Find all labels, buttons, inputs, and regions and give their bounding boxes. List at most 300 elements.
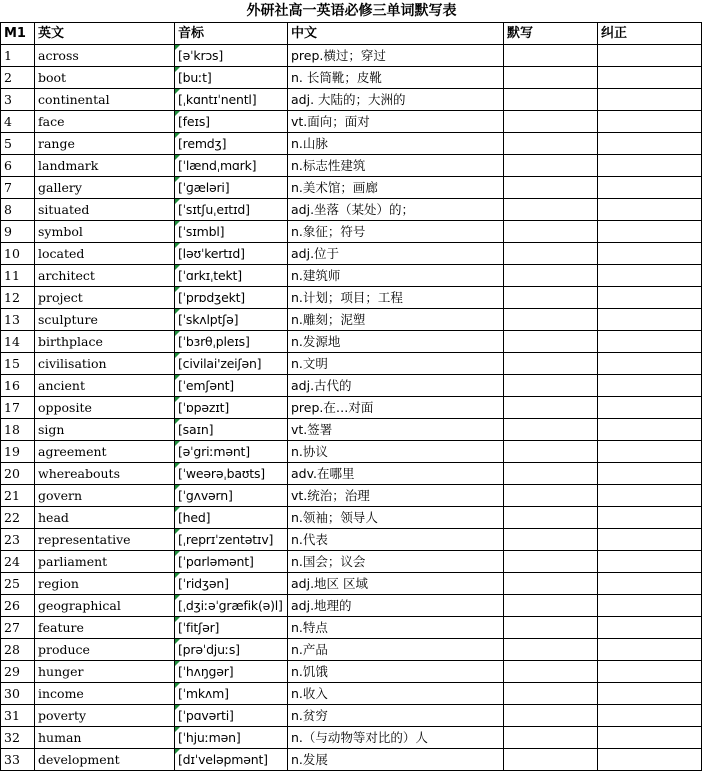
dictation-cell[interactable] bbox=[504, 309, 598, 331]
comment-marker-icon bbox=[175, 573, 180, 578]
phonetic-cell bbox=[175, 507, 288, 529]
table-row bbox=[1, 45, 702, 67]
chinese-meaning: n.国会；议会 bbox=[288, 551, 504, 573]
row-number: 3 bbox=[1, 89, 35, 111]
english-word: head bbox=[35, 507, 175, 529]
chinese-meaning: n.标志性建筑 bbox=[288, 155, 504, 177]
chinese-meaning: n.雕刻；泥塑 bbox=[288, 309, 504, 331]
chinese-meaning: n.美术馆；画廊 bbox=[288, 177, 504, 199]
phonetic-text: [ˈemʃənt] bbox=[178, 378, 234, 393]
comment-marker-icon bbox=[175, 661, 180, 666]
dictation-cell[interactable] bbox=[504, 595, 598, 617]
dictation-cell[interactable] bbox=[504, 243, 598, 265]
row-number: 1 bbox=[1, 45, 35, 67]
dictation-cell[interactable] bbox=[504, 199, 598, 221]
comment-marker-icon bbox=[175, 727, 180, 732]
chinese-meaning: n.发展 bbox=[288, 749, 504, 771]
phonetic-cell bbox=[175, 705, 288, 727]
row-number: 25 bbox=[1, 573, 35, 595]
dictation-cell[interactable] bbox=[504, 727, 598, 749]
chinese-meaning: n.协议 bbox=[288, 441, 504, 463]
comment-marker-icon bbox=[175, 287, 180, 292]
chinese-meaning: prep.在…对面 bbox=[288, 397, 504, 419]
english-word: civilisation bbox=[35, 353, 175, 375]
chinese-meaning: vt.签署 bbox=[288, 419, 504, 441]
table-row bbox=[1, 441, 702, 463]
phonetic-cell bbox=[175, 67, 288, 89]
dictation-cell[interactable] bbox=[504, 617, 598, 639]
correction-cell[interactable] bbox=[598, 155, 702, 177]
header-english: 英文 bbox=[35, 23, 175, 45]
row-number: 13 bbox=[1, 309, 35, 331]
phonetic-cell bbox=[175, 221, 288, 243]
row-number: 2 bbox=[1, 67, 35, 89]
correction-cell[interactable] bbox=[598, 661, 702, 683]
dictation-cell[interactable] bbox=[504, 221, 598, 243]
chinese-meaning: adj.古代的 bbox=[288, 375, 504, 397]
english-word: human bbox=[35, 727, 175, 749]
phonetic-text: [ˌkɑntɪˈnentl] bbox=[178, 92, 257, 107]
phonetic-text: [ˈskʌlptʃə] bbox=[178, 312, 239, 327]
dictation-cell[interactable] bbox=[504, 507, 598, 529]
row-number: 5 bbox=[1, 133, 35, 155]
phonetic-cell bbox=[175, 463, 288, 485]
comment-marker-icon bbox=[175, 45, 180, 50]
comment-marker-icon bbox=[175, 485, 180, 490]
phonetic-text: [ˈɡæləri] bbox=[178, 180, 230, 195]
comment-marker-icon bbox=[175, 551, 180, 556]
phonetic-text: [prəˈdjuːs] bbox=[178, 642, 240, 657]
row-number: 4 bbox=[1, 111, 35, 133]
dictation-cell[interactable] bbox=[504, 463, 598, 485]
dictation-cell[interactable] bbox=[504, 419, 598, 441]
row-number: 32 bbox=[1, 727, 35, 749]
phonetic-text: [hed] bbox=[178, 510, 211, 525]
english-word: income bbox=[35, 683, 175, 705]
row-number: 16 bbox=[1, 375, 35, 397]
english-word: symbol bbox=[35, 221, 175, 243]
chinese-meaning: n.领袖；领导人 bbox=[288, 507, 504, 529]
english-word: situated bbox=[35, 199, 175, 221]
phonetic-text: [ˈbɜrθˌpleɪs] bbox=[178, 334, 250, 349]
table-row bbox=[1, 463, 702, 485]
phonetic-cell bbox=[175, 529, 288, 551]
english-word: across bbox=[35, 45, 175, 67]
row-number: 26 bbox=[1, 595, 35, 617]
table-row bbox=[1, 331, 702, 353]
comment-marker-icon bbox=[175, 463, 180, 468]
correction-cell[interactable] bbox=[598, 133, 702, 155]
dictation-cell[interactable] bbox=[504, 529, 598, 551]
phonetic-cell bbox=[175, 89, 288, 111]
phonetic-cell bbox=[175, 133, 288, 155]
correction-cell[interactable] bbox=[598, 485, 702, 507]
dictation-cell[interactable] bbox=[504, 353, 598, 375]
chinese-meaning: n.（与动物等对比的）人 bbox=[288, 727, 504, 749]
phonetic-text: [ləʊˈkertɪd] bbox=[178, 246, 245, 261]
correction-cell[interactable] bbox=[598, 529, 702, 551]
table-row bbox=[1, 683, 702, 705]
dictation-cell[interactable] bbox=[504, 397, 598, 419]
table-row bbox=[1, 67, 702, 89]
row-number: 14 bbox=[1, 331, 35, 353]
phonetic-cell bbox=[175, 199, 288, 221]
correction-cell[interactable] bbox=[598, 309, 702, 331]
row-number: 31 bbox=[1, 705, 35, 727]
row-number: 17 bbox=[1, 397, 35, 419]
dictation-cell[interactable] bbox=[504, 661, 598, 683]
comment-marker-icon bbox=[175, 595, 180, 600]
table-row bbox=[1, 177, 702, 199]
english-word: face bbox=[35, 111, 175, 133]
dictation-cell[interactable] bbox=[504, 441, 598, 463]
comment-marker-icon bbox=[175, 243, 180, 248]
correction-cell[interactable] bbox=[598, 265, 702, 287]
correction-cell[interactable] bbox=[598, 705, 702, 727]
phonetic-text: [ˈɑrkɪˌtekt] bbox=[178, 268, 242, 283]
chinese-meaning: n.发源地 bbox=[288, 331, 504, 353]
phonetic-text: [əˈkrɔs] bbox=[178, 48, 224, 63]
table-row bbox=[1, 265, 702, 287]
row-number: 20 bbox=[1, 463, 35, 485]
phonetic-cell bbox=[175, 155, 288, 177]
table-row bbox=[1, 199, 702, 221]
header-correction: 纠正 bbox=[598, 23, 702, 45]
chinese-meaning: adj.地区 区域 bbox=[288, 573, 504, 595]
correction-cell[interactable] bbox=[598, 617, 702, 639]
phonetic-text: [buːt] bbox=[178, 70, 212, 85]
row-number: 22 bbox=[1, 507, 35, 529]
phonetic-cell bbox=[175, 177, 288, 199]
dictation-cell[interactable] bbox=[504, 331, 598, 353]
comment-marker-icon bbox=[175, 529, 180, 534]
dictation-cell[interactable] bbox=[504, 639, 598, 661]
correction-cell[interactable] bbox=[598, 287, 702, 309]
phonetic-text: [ˈprɒdʒekt] bbox=[178, 290, 245, 305]
phonetic-text: [ˌdʒiːəˈgræfik(ə)l] bbox=[178, 598, 283, 613]
english-word: representative bbox=[35, 529, 175, 551]
dictation-cell[interactable] bbox=[504, 177, 598, 199]
english-word: boot bbox=[35, 67, 175, 89]
row-number: 19 bbox=[1, 441, 35, 463]
dictation-cell[interactable] bbox=[504, 265, 598, 287]
english-word: ancient bbox=[35, 375, 175, 397]
comment-marker-icon bbox=[175, 331, 180, 336]
english-word: landmark bbox=[35, 155, 175, 177]
phonetic-text: [ˈpɑrləmənt] bbox=[178, 554, 254, 569]
chinese-meaning: adj.地理的 bbox=[288, 595, 504, 617]
phonetic-text: [ˈhʌŋgər] bbox=[178, 664, 234, 679]
chinese-meaning: adj.位于 bbox=[288, 243, 504, 265]
comment-marker-icon bbox=[175, 375, 180, 380]
dictation-cell[interactable] bbox=[504, 133, 598, 155]
phonetic-cell bbox=[175, 265, 288, 287]
phonetic-text: [ˈpɑvərti] bbox=[178, 708, 234, 723]
dictation-cell[interactable] bbox=[504, 749, 598, 771]
correction-cell[interactable] bbox=[598, 67, 702, 89]
correction-cell[interactable] bbox=[598, 221, 702, 243]
correction-cell[interactable] bbox=[598, 45, 702, 67]
dictation-cell[interactable] bbox=[504, 705, 598, 727]
row-number: 9 bbox=[1, 221, 35, 243]
english-word: continental bbox=[35, 89, 175, 111]
table-body bbox=[1, 45, 702, 771]
comment-marker-icon bbox=[175, 221, 180, 226]
comment-marker-icon bbox=[175, 67, 180, 72]
correction-cell[interactable] bbox=[598, 353, 702, 375]
comment-marker-icon bbox=[175, 617, 180, 622]
dictation-cell[interactable] bbox=[504, 45, 598, 67]
phonetic-text: [ˈmkʌm] bbox=[178, 686, 229, 701]
comment-marker-icon bbox=[175, 683, 180, 688]
row-number: 10 bbox=[1, 243, 35, 265]
phonetic-text: [remdʒ] bbox=[178, 136, 227, 151]
row-number: 21 bbox=[1, 485, 35, 507]
english-word: poverty bbox=[35, 705, 175, 727]
chinese-meaning: n.建筑师 bbox=[288, 265, 504, 287]
chinese-meaning: n.特点 bbox=[288, 617, 504, 639]
phonetic-cell bbox=[175, 683, 288, 705]
dictation-cell[interactable] bbox=[504, 111, 598, 133]
phonetic-cell bbox=[175, 419, 288, 441]
correction-cell[interactable] bbox=[598, 727, 702, 749]
row-number: 23 bbox=[1, 529, 35, 551]
comment-marker-icon bbox=[175, 353, 180, 358]
table-row bbox=[1, 529, 702, 551]
chinese-meaning: n.代表 bbox=[288, 529, 504, 551]
phonetic-text: [ˈweərəˌbaʊts] bbox=[178, 466, 265, 481]
phonetic-cell bbox=[175, 749, 288, 771]
dictation-cell[interactable] bbox=[504, 155, 598, 177]
table-row bbox=[1, 639, 702, 661]
dictation-cell[interactable] bbox=[504, 573, 598, 595]
comment-marker-icon bbox=[175, 705, 180, 710]
phonetic-text: [ˈlændˌmɑrk] bbox=[178, 158, 257, 173]
phonetic-text: [dɪˈveləpmənt] bbox=[178, 752, 268, 767]
chinese-meaning: n.计划；项目；工程 bbox=[288, 287, 504, 309]
dictation-cell[interactable] bbox=[504, 683, 598, 705]
correction-cell[interactable] bbox=[598, 573, 702, 595]
dictation-cell[interactable] bbox=[504, 287, 598, 309]
phonetic-text: [saɪn] bbox=[178, 422, 214, 437]
row-number: 6 bbox=[1, 155, 35, 177]
correction-cell[interactable] bbox=[598, 375, 702, 397]
correction-cell[interactable] bbox=[598, 111, 702, 133]
row-number: 27 bbox=[1, 617, 35, 639]
chinese-meaning: n.山脉 bbox=[288, 133, 504, 155]
english-word: project bbox=[35, 287, 175, 309]
table-row bbox=[1, 551, 702, 573]
chinese-meaning: n.贫穷 bbox=[288, 705, 504, 727]
dictation-cell[interactable] bbox=[504, 375, 598, 397]
chinese-meaning: n.饥饿 bbox=[288, 661, 504, 683]
table-row bbox=[1, 705, 702, 727]
chinese-meaning: n.收入 bbox=[288, 683, 504, 705]
table-row bbox=[1, 661, 702, 683]
comment-marker-icon bbox=[175, 265, 180, 270]
phonetic-cell bbox=[175, 243, 288, 265]
english-word: birthplace bbox=[35, 331, 175, 353]
table-row bbox=[1, 111, 702, 133]
chinese-meaning: n.文明 bbox=[288, 353, 504, 375]
row-number: 18 bbox=[1, 419, 35, 441]
row-number: 29 bbox=[1, 661, 35, 683]
english-word: produce bbox=[35, 639, 175, 661]
header-dictation: 默写 bbox=[504, 23, 598, 45]
table-row bbox=[1, 243, 702, 265]
phonetic-text: [ˈsɪmbl] bbox=[178, 224, 225, 239]
chinese-meaning: n.象征；符号 bbox=[288, 221, 504, 243]
chinese-meaning: n.产品 bbox=[288, 639, 504, 661]
table-row bbox=[1, 155, 702, 177]
header-chinese: 中文 bbox=[288, 23, 504, 45]
phonetic-text: [civilai'zeiʃən] bbox=[178, 356, 262, 371]
correction-cell[interactable] bbox=[598, 507, 702, 529]
table-row bbox=[1, 287, 702, 309]
sheet-title: 外研社高一英语必修三单词默写表 bbox=[246, 3, 457, 19]
phonetic-cell bbox=[175, 309, 288, 331]
table-row bbox=[1, 485, 702, 507]
row-number: 7 bbox=[1, 177, 35, 199]
phonetic-text: [ˈgʌvərn] bbox=[178, 488, 233, 503]
row-number: 12 bbox=[1, 287, 35, 309]
phonetic-text: [ˈɒpəzɪt] bbox=[178, 400, 230, 415]
phonetic-cell bbox=[175, 727, 288, 749]
phonetic-cell bbox=[175, 287, 288, 309]
table-row bbox=[1, 133, 702, 155]
correction-cell[interactable] bbox=[598, 551, 702, 573]
correction-cell[interactable] bbox=[598, 89, 702, 111]
table-row bbox=[1, 507, 702, 529]
chinese-meaning: vt.面向；面对 bbox=[288, 111, 504, 133]
row-number: 24 bbox=[1, 551, 35, 573]
chinese-meaning: n. 长筒靴；皮靴 bbox=[288, 67, 504, 89]
comment-marker-icon bbox=[175, 507, 180, 512]
english-word: gallery bbox=[35, 177, 175, 199]
english-word: geographical bbox=[35, 595, 175, 617]
dictation-cell[interactable] bbox=[504, 67, 598, 89]
english-word: development bbox=[35, 749, 175, 771]
row-number: 8 bbox=[1, 199, 35, 221]
phonetic-cell bbox=[175, 331, 288, 353]
table-row bbox=[1, 221, 702, 243]
row-number: 11 bbox=[1, 265, 35, 287]
comment-marker-icon bbox=[175, 177, 180, 182]
chinese-meaning: vt.统治；治理 bbox=[288, 485, 504, 507]
english-word: sculpture bbox=[35, 309, 175, 331]
comment-marker-icon bbox=[175, 155, 180, 160]
english-word: feature bbox=[35, 617, 175, 639]
correction-cell[interactable] bbox=[598, 683, 702, 705]
chinese-meaning: adj.坐落（某处）的； bbox=[288, 199, 504, 221]
correction-cell[interactable] bbox=[598, 749, 702, 771]
chinese-meaning: prep.横过；穿过 bbox=[288, 45, 504, 67]
english-word: located bbox=[35, 243, 175, 265]
comment-marker-icon bbox=[175, 309, 180, 314]
phonetic-cell bbox=[175, 595, 288, 617]
phonetic-text: [ˌreprɪˈzentətɪv] bbox=[178, 532, 274, 547]
phonetic-cell bbox=[175, 485, 288, 507]
dictation-cell[interactable] bbox=[504, 551, 598, 573]
english-word: range bbox=[35, 133, 175, 155]
comment-marker-icon bbox=[175, 199, 180, 204]
comment-marker-icon bbox=[175, 397, 180, 402]
table-row bbox=[1, 617, 702, 639]
correction-cell[interactable] bbox=[598, 243, 702, 265]
english-word: agreement bbox=[35, 441, 175, 463]
row-number: 33 bbox=[1, 749, 35, 771]
phonetic-cell bbox=[175, 639, 288, 661]
correction-cell[interactable] bbox=[598, 419, 702, 441]
vocabulary-table bbox=[0, 22, 702, 771]
table-row bbox=[1, 573, 702, 595]
chinese-meaning: adv.在哪里 bbox=[288, 463, 504, 485]
table-row bbox=[1, 309, 702, 331]
correction-cell[interactable] bbox=[598, 463, 702, 485]
english-word: whereabouts bbox=[35, 463, 175, 485]
chinese-meaning: adj. 大陆的；大洲的 bbox=[288, 89, 504, 111]
correction-cell[interactable] bbox=[598, 441, 702, 463]
correction-cell[interactable] bbox=[598, 331, 702, 353]
table-row bbox=[1, 375, 702, 397]
comment-marker-icon bbox=[175, 441, 180, 446]
english-word: parliament bbox=[35, 551, 175, 573]
header-num: M1 bbox=[1, 23, 35, 45]
comment-marker-icon bbox=[175, 89, 180, 94]
phonetic-cell bbox=[175, 551, 288, 573]
comment-marker-icon bbox=[175, 111, 180, 116]
table-row bbox=[1, 595, 702, 617]
table-row bbox=[1, 749, 702, 771]
dictation-cell[interactable] bbox=[504, 89, 598, 111]
row-number: 28 bbox=[1, 639, 35, 661]
english-word: hunger bbox=[35, 661, 175, 683]
comment-marker-icon bbox=[175, 133, 180, 138]
correction-cell[interactable] bbox=[598, 397, 702, 419]
comment-marker-icon bbox=[175, 749, 180, 754]
correction-cell[interactable] bbox=[598, 639, 702, 661]
phonetic-cell bbox=[175, 573, 288, 595]
header-phonetic: 音标 bbox=[175, 23, 288, 45]
english-word: architect bbox=[35, 265, 175, 287]
phonetic-cell bbox=[175, 111, 288, 133]
comment-marker-icon bbox=[175, 419, 180, 424]
phonetic-cell bbox=[175, 441, 288, 463]
correction-cell[interactable] bbox=[598, 177, 702, 199]
phonetic-text: [əˈgriːmənt] bbox=[178, 444, 250, 459]
table-row bbox=[1, 397, 702, 419]
phonetic-text: [ˈhjuːmən] bbox=[178, 730, 241, 745]
header-row bbox=[1, 23, 702, 45]
english-word: sign bbox=[35, 419, 175, 441]
table-row bbox=[1, 89, 702, 111]
phonetic-text: [feɪs] bbox=[178, 114, 210, 129]
phonetic-text: [ˈsɪtʃuˌeɪtɪd] bbox=[178, 202, 250, 217]
row-number: 30 bbox=[1, 683, 35, 705]
phonetic-cell bbox=[175, 397, 288, 419]
phonetic-cell bbox=[175, 661, 288, 683]
english-word: region bbox=[35, 573, 175, 595]
phonetic-cell bbox=[175, 45, 288, 67]
phonetic-cell bbox=[175, 353, 288, 375]
correction-cell[interactable] bbox=[598, 199, 702, 221]
correction-cell[interactable] bbox=[598, 595, 702, 617]
table-row bbox=[1, 419, 702, 441]
dictation-cell[interactable] bbox=[504, 485, 598, 507]
phonetic-cell bbox=[175, 375, 288, 397]
phonetic-text: [ˈfitʃər] bbox=[178, 620, 220, 635]
row-number: 15 bbox=[1, 353, 35, 375]
